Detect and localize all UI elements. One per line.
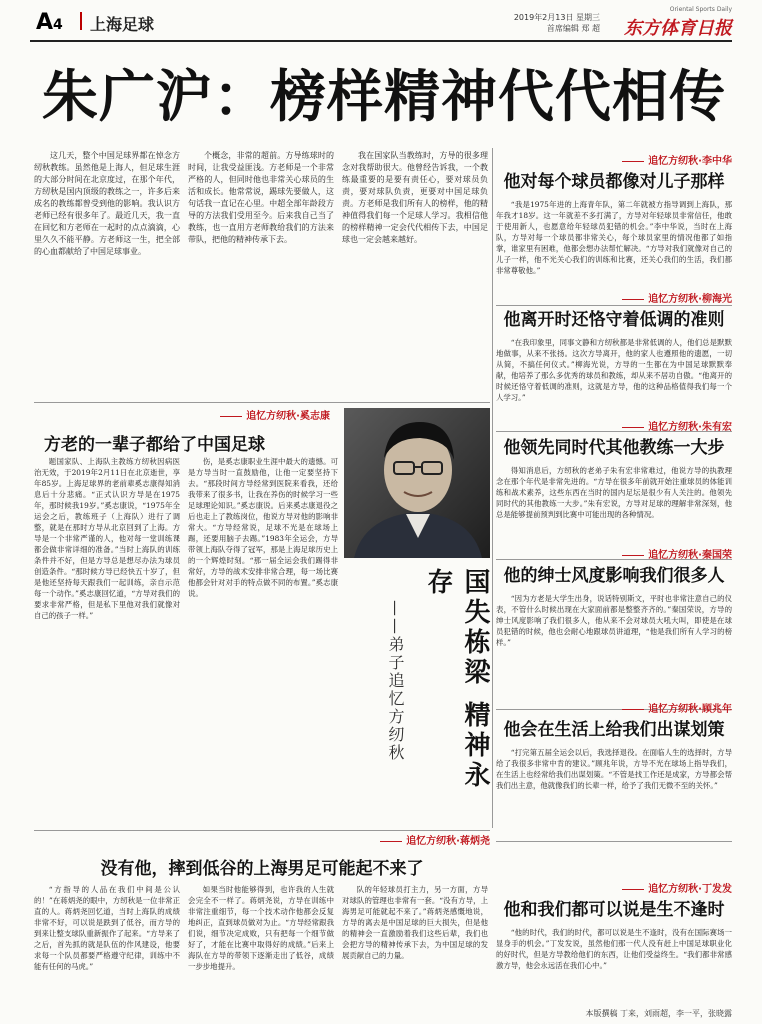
article-gu-zhaonian: [496, 700, 732, 842]
header-meta: [468, 12, 600, 34]
article-body-column: 如果当时他能够得到，也许我的人生就会完全不一样了。蒋炳尧说，方导在训练中非常注重细节，每一个技术动作他都会反复地纠正，直到球员做对为止。“方导经常跟我们说，细节决定成败，只有把每一个细节做好了，才能在比赛中取得好的成绩。”后来上海队在方导的带领下逐渐走出了低谷，成绩一步步地提升。: [188, 885, 334, 971]
article-li-zhonghua: [496, 152, 732, 306]
article-zhu-youhong: [496, 418, 732, 560]
issue-date: 2019年2月13日 星期三: [513, 13, 600, 22]
article-title: 没有他，摔到低谷的上海男足可能起不来了: [100, 859, 424, 879]
article-title: 他离开时还恪守着低调的准则: [503, 310, 725, 330]
article-kicker: 追忆方纫秋·顾兆年: [496, 700, 732, 715]
portrait-photo: [344, 408, 490, 558]
article-title: 他对每个球员都像对儿子那样: [503, 172, 725, 192]
article-kicker: 追忆方纫秋·李中华: [496, 152, 732, 167]
article-body: “我是1975年进的上海青年队，第二年就被方指导调到上海队，那年我才18岁。这一年就差不多打满了，方导对年轻球员非常信任，他敢于使用新人，也愿意给年轻球员犯错的机会。”李中华说，当时在上海队，方导对每一个球员都非常关心，每个球员家里的情况他都了如指掌，谁家里有困难，他都会想办法帮忙解决。“方导对我们就像对自己的儿子一样，他不光关心我们的训练和比赛，还关心我们的生活，我们都非常尊敬他。”: [496, 200, 732, 275]
article-divider: [496, 841, 732, 842]
intro-column-1: 这几天，整个中国足球界都在悼念方纫秋教练。虽然他是上海人，但足球生涯的大部分时间在北京度过，在那个年代，方纫秋是国内顶级的教练之一，许多后来成名的教练都曾受到他的影响。我认识方老师已经有很多年了。最近几天，我一直在回忆和方老师在一起时的点点滴滴，心里久久不能平静。方老师这一生，把全部的心血都献给了中国足球事业。: [34, 151, 180, 256]
article-xi-zhikang: [34, 407, 330, 463]
article-body: “因为方老是大学生出身，说话特别斯文，平时也非常注意自己的仪表，不管什么时候出现在大家面前都是整整齐齐的。”秦国荣说，方导的绅士风度影响了我们很多人，他从来不会对球员大吼大叫，即使是在球员犯错的时候，他也会耐心地跟球员讲道理，“他是我们所有人学习的榜样。”: [496, 594, 732, 647]
editor-line: 首席编辑 郑 超: [546, 24, 600, 33]
article-title: 方老的一辈子都给了中国足球: [44, 435, 265, 455]
article-kicker: 追忆方纫秋·柳海光: [496, 290, 732, 305]
brand-subtitle: Oriental Sports Daily: [669, 6, 732, 13]
intro-column-2: 个概念，非常的超前。方导练球时的时间，让我受益匪浅。方老师是一个非常严格的人，但同时他也非常关心球员的生活和成长。他常常说，踢球先要做人，这句话我一直记在心里。中超全部年龄段方导的方法我们受用至今。后来我自己当了教练，也一直用方老师教给我们的方法来带队，把他的精神传承下去。: [188, 151, 334, 244]
page-header: [0, 0, 762, 40]
article-title: 他和我们都可以说是生不逢时: [503, 900, 725, 920]
column-divider: [34, 830, 490, 831]
article-body-column: “方指导的人品在我们中间是公认的！”在蒋炳尧的眼中，方纫秋是一位非常正直的人。蒋炳尧回忆道，当时上海队的成绩非常不好，可以说是跌到了低谷，而方导的到来让整支球队重新振作了起来。“方导来了之后，首先抓的就是队伍的作风建设，他要求每一个队员都要严格遵守纪律，训练中不能有任何的马虎。”: [34, 885, 180, 971]
article-body: 得知消息后，方纫秋的老弟子朱有宏非常难过，他说方导的执教理念在那个年代是非常先进的。“方导在很多年前就开始注重球员的体能训练和战术素养，这些东西在当时的国内足坛是很少有人关注的。他领先同时代的其他教练一大步。”朱有宏说，方导对足球的理解非常深刻，他总是能够提前预判到比赛中可能出现的各种情况。: [496, 466, 732, 519]
article-kicker: 追忆方纫秋·丁发发: [496, 880, 732, 895]
intro-column-3: 我在国家队当教练时，方导的很多理念对我帮助很大。他曾经告诉我，一个教练最重要的是要有责任心，要对球员负责，要对球队负责，更要对中国足球负责。方老师是我们所有人的榜样，他的精神值得我们每一个足球人学习。我相信他的榜样精神一定会代代相传下去，中国足球也一定会越来越好。: [342, 151, 488, 244]
photo-caption-sub: ——弟子追忆方纫秋: [386, 600, 405, 762]
photo-caption-main: 国失栋梁 精神永存: [423, 568, 490, 792]
article-body: “打完第五届全运会以后，我选择退役。在面临人生的选择时，方导给了我很多非常中肯的建议。”顾兆年说，方导不光在球场上指导我们，在生活上也经常给我们出谋划策。“不管是找工作还是成家，方导都会帮我们出主意，他就像我们的长辈一样，给予了我们无微不至的关怀。”: [496, 748, 732, 790]
portrait-illustration: [344, 408, 490, 558]
article-body-column: 题国家队、上海队主教练方纫秋因病医治无效，于2019年2月11日在北京逝世，享年85岁。上海足球界的老前辈奚志康得知消息后十分悲痛。“正式认识方导是在1975年，那时候我19岁。”奚志康说，“1975年全运会之后，教练班子（上海队）进行了调整，就是在那时方导从北京回到了上海。方导是一个非常严谨的人，他对每一堂训练课都会做非常详细的准备。”当时上海队的训练条件并不好，但是方导总是想尽办法为球员创造条件。“那时候方导已经快五十岁了，但是他还坚持每天跟我们一起训练，亲自示范每一个动作。”奚志康回忆道，“方导对我们的要求非常严格，但是私下里他对我们就像对自己的孩子一样。”: [34, 457, 180, 620]
article-liu-haiguang: [496, 290, 732, 432]
article-ding-fafa: [496, 880, 732, 993]
article-jiang-bingyao: [34, 832, 490, 879]
article-title: 他会在生活上给我们出谋划策: [503, 720, 725, 740]
article-kicker: 追忆方纫秋·朱有宏: [496, 418, 732, 433]
article-kicker: 追忆方纫秋·奚志康: [34, 407, 330, 422]
article-body-column: 队的年轻球员打主力，另一方面，方导对球队的管理也非常有一套。“没有方导，上海男足可能就起不来了。”蒋炳尧感慨地说，方导的离去是中国足球的巨大损失，但是他的精神会一直激励着我们这些后辈，我们也会把方导的精神传承下去，为中国足球的发展贡献自己的力量。: [342, 885, 488, 960]
page-number: A4: [36, 10, 63, 35]
article-body-column: 伤，是奚志康职业生涯中最大的遗憾。可是方导当时一直鼓励他，让他一定要坚持下去。“那段时间方导经常到医院来看我，还给我带来了很多书，让我在养伤的时候学习一些足球理论知识。”奚志康说。后来奚志康退役之后也走上了教练岗位，他说方导对他的影响非常大。“方导经常说，足球不光是在球场上踢，还要用脑子去踢。”1983年全运会，方导带领上海队夺得了冠军，那是上海足球历史上的一个辉煌时刻。“那一届全运会我们踢得非常好，方导的战术安排非常合理，每一场比赛他都会针对对手的特点做不同的布置。”奚志康说。: [188, 457, 338, 598]
article-qin-guorong: [496, 546, 732, 710]
main-headline: 朱广沪：榜样精神代代相传: [42, 65, 726, 130]
newspaper-brand: [612, 6, 732, 39]
brand-name: 东方体育日报: [624, 18, 732, 39]
header-rule: [30, 40, 732, 42]
article-title: 他领先同时代其他教练一大步: [503, 438, 725, 458]
article-kicker: 追忆方纫秋·秦国荣: [496, 546, 732, 561]
section-name: 上海足球: [90, 15, 155, 34]
byline-footer: 本版撰稿 丁来，刘雨超，李一平，张晓露: [585, 1009, 732, 1018]
article-body: “他的时代，我们的时代，都可以说是生不逢时，没有在国际赛场一显身手的机会。”丁发发说，虽然他们那一代人没有赶上中国足球职业化的好时代，但是方导教给他们的东西，让他们受益终生。“我们都非常感激方导，他会永远活在我们心中。”: [496, 928, 732, 970]
article-body: “在我印象里，同事文静和方纫秋都是非常低调的人，他们总是默默地做事，从来不张扬。这次方导离开，他的家人也遵照他的遗愿，一切从简，不搞任何仪式。”柳海光说，方导的一生都在为中国足球默默奉献，他培养了那么多优秀的球员和教练，却从来不居功自傲。“他离开的时候还恪守着低调的准则，这就是方导，他的这种品格值得我们每一个人学习。”: [496, 338, 732, 402]
article-title: 他的绅士风度影响我们很多人: [503, 566, 725, 586]
article-kicker: 追忆方纫秋·蒋炳尧: [380, 832, 490, 847]
header-divider: [80, 12, 82, 30]
column-divider: [34, 402, 490, 403]
